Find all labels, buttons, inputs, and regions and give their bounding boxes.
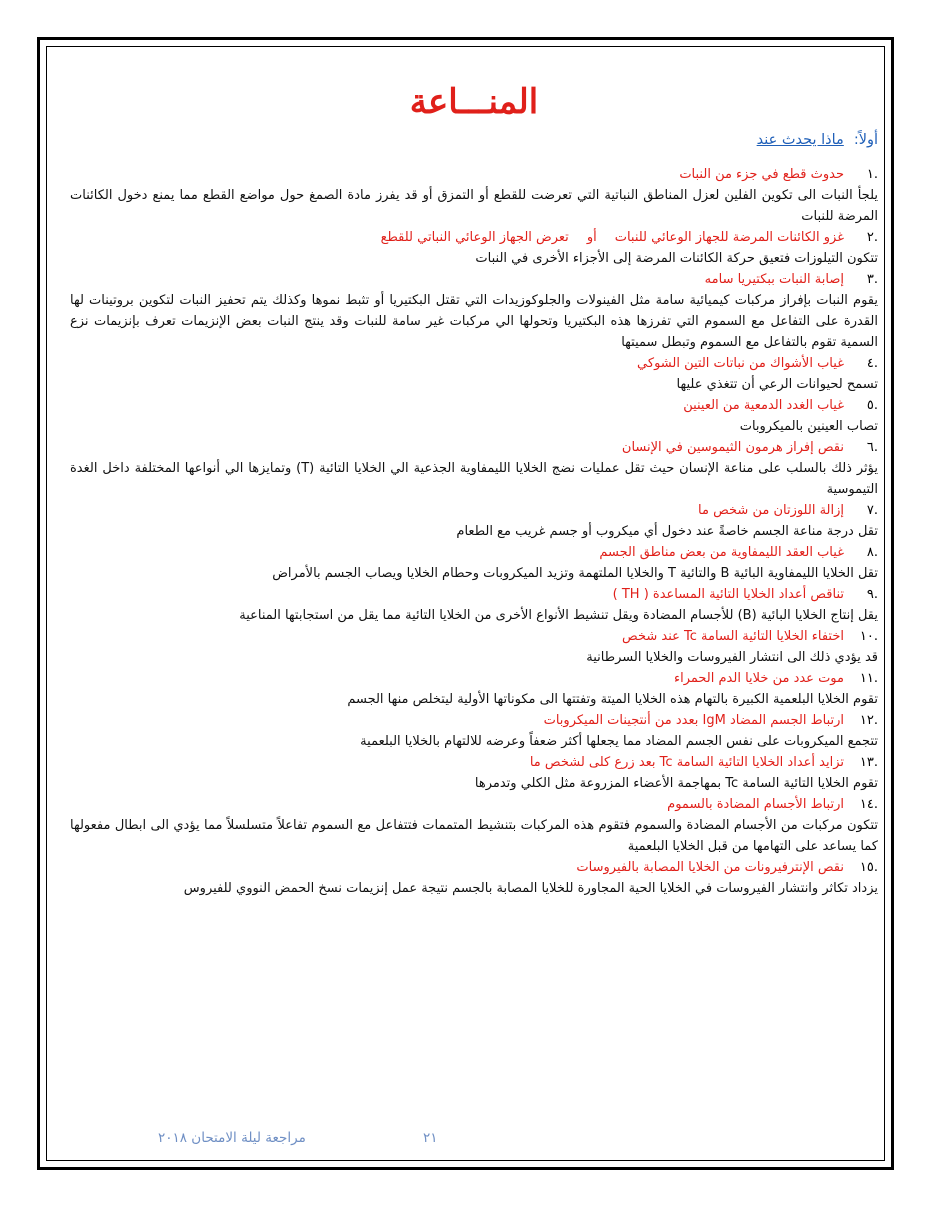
- question-title-text: حدوث قطع في جزء من النبات: [679, 166, 844, 182]
- question-heading: [70, 353, 878, 374]
- question-answer: يزداد تكاثر وانتشار الفيروسات في الخلايا الحية المجاورة للخلايا المصابة بالجسم نتيجة عمل إنزيمات نسخ الحمض النووي للفيروس: [183, 880, 878, 896]
- question-item: [70, 794, 878, 857]
- question-title-text: اختفاء الخلايا التائية السامة Tc عند شخص: [622, 628, 844, 644]
- question-heading: [70, 857, 878, 878]
- question-heading: [70, 395, 878, 416]
- question-number: .٥: [866, 397, 878, 413]
- question-heading: [70, 668, 878, 689]
- question-title-text: إزالة اللوزتان من شخص ما: [698, 502, 844, 518]
- question-answer: تقل درجة مناعة الجسم خاصةً عند دخول أي ميكروب أو جسم غريب مع الطعام: [456, 523, 878, 539]
- page-number: ٢١: [423, 1130, 438, 1146]
- question-number: .٢: [866, 229, 878, 245]
- question-title-text: موت عدد من خلايا الدم الحمراء: [673, 670, 844, 686]
- question-heading: [70, 626, 878, 647]
- question-item: [70, 857, 878, 899]
- question-title: [637, 353, 844, 374]
- question-heading: [70, 752, 878, 773]
- section-heading-text: ماذا يحدث عند: [756, 132, 844, 149]
- question-answer: يؤثر ذلك بالسلب على مناعة الإنسان حيث تقل عمليات نضج الخلايا الليمفاوية الجذعية الي الخلايا التائية (T) وتمايزها الي أنواعها المختلفة داخل الغدة التيموسية: [70, 460, 878, 497]
- questions-list: [70, 164, 878, 899]
- question-item: [70, 752, 878, 794]
- question-title: [622, 437, 844, 458]
- question-title-text: نقص الإنترفيرونات من الخلايا المصابة بالفيروسات: [576, 859, 844, 875]
- question-number: .١٣: [859, 754, 878, 770]
- question-number: .٣: [866, 271, 878, 287]
- question-item: [70, 437, 878, 500]
- question-answer: تسمح لحيوانات الرعي أن تتغذي عليها: [676, 376, 878, 392]
- question-heading: [70, 437, 878, 458]
- question-number: .١: [866, 166, 878, 182]
- question-title: [698, 500, 844, 521]
- question-title: [667, 794, 844, 815]
- question-title: [381, 227, 844, 248]
- question-title-text: ارتباط الجسم المضاد IgM بعدد من أنتجينات الميكروبات: [543, 712, 844, 728]
- question-title: [705, 269, 844, 290]
- question-heading: [70, 794, 878, 815]
- question-heading: [70, 584, 878, 605]
- question-title-text: غياب الأشواك من نباتات التين الشوكي: [637, 355, 844, 371]
- question-answer: تتكون مركبات من الأجسام المضادة والسموم فتقوم هذه المركبات بتنشيط المتممات فتتفاعل مع السموم تفاعلاً متسلسلاً مما يؤدي الى ابطال مفعولها كما يساعد على التهامها من قبل الخلايا البلعمية: [70, 817, 878, 854]
- question-title: [599, 542, 844, 563]
- question-number: .١٤: [859, 796, 878, 812]
- question-answer: تقل الخلايا الليمفاوية البائية B والتائية T والخلايا الملتهمة وتزيد الميكروبات وحطام الخلايا ويصاب الجسم بالأمراض: [272, 565, 878, 581]
- question-title-alt: تعرض الجهاز الوعائي النباتي للقطع: [380, 229, 569, 245]
- question-item: [70, 542, 878, 584]
- question-answer: تتكون التيلوزات فتعيق حركة الكائنات المرضة إلى الأجزاء الأخرى في النبات: [475, 250, 878, 266]
- question-heading: [70, 500, 878, 521]
- question-item: [70, 269, 878, 353]
- question-title-text: إصابة النبات ببكتيريا سامه: [704, 271, 844, 287]
- question-item: [70, 668, 878, 710]
- question-item: [70, 353, 878, 395]
- question-heading: [70, 164, 878, 185]
- question-answer: يقوم النبات بإفراز مركبات كيميائية سامة مثل الفينولات والجلوكوزيدات التي تقتل البكتيريا أو تثبط نموها وكذلك يتم تحفيز النبات لتكوين بروتينات لها القدرة على التفاعل مع السموم التي تفرزها هذه البكتيريا وتحولها الي مركبات غير سامة للنبات وقد ينتج النبات بعض الإنزيمات تعرف بإنزيمات نزع السمية تقوم بالتفاعل مع السموم وتبطل سميتها: [70, 292, 878, 350]
- question-number: .٧: [866, 502, 878, 518]
- question-number: .٨: [866, 544, 878, 560]
- question-title-text: تزايد أعداد الخلايا التائية السامة Tc بعد زرع كلى لشخص ما: [529, 754, 844, 770]
- question-title: [683, 395, 844, 416]
- question-heading: [70, 269, 878, 290]
- question-title-text: ارتباط الأجسام المضادة بالسموم: [667, 796, 844, 812]
- question-number: .١٥: [859, 859, 878, 875]
- question-title: [530, 752, 844, 773]
- question-heading: [70, 227, 878, 248]
- question-answer: قد يؤدي ذلك الى انتشار الفيروسات والخلايا السرطانية: [586, 649, 878, 665]
- question-number: .٦: [866, 439, 878, 455]
- question-item: [70, 626, 878, 668]
- question-title: [679, 164, 844, 185]
- question-number: .١٢: [859, 712, 878, 728]
- page-footer: [70, 1130, 878, 1152]
- question-title-or: أو: [586, 229, 597, 245]
- question-number: .١٠: [859, 628, 878, 644]
- question-answer: تقوم الخلايا البلعمية الكبيرة بالتهام هذه الخلايا الميتة وتفتتها الى مكوناتها الأولية ليتخلص منها الجسم: [347, 691, 878, 707]
- question-title-text: غياب العقد الليمفاوية من بعض مناطق الجسم: [599, 544, 844, 560]
- question-item: [70, 710, 878, 752]
- page-title: المنـــاعة: [409, 82, 539, 122]
- page-content: [70, 80, 878, 899]
- question-item: [70, 584, 878, 626]
- question-title: [544, 710, 844, 731]
- question-number: .١١: [859, 670, 878, 686]
- question-item: [70, 500, 878, 542]
- question-answer: يلجأ النبات الى تكوين الفلين لعزل المناطق النباتية التي تعرضت للقطع أو التمزق أو قد يفرز مادة الصمغ حول مواضع القطع مما يمنع دخول الكائنات المرضة للنبات: [70, 187, 878, 224]
- question-title: [622, 626, 844, 647]
- question-number: .٩: [866, 586, 878, 602]
- question-title-text: غزو الكائنات المرضة للجهاز الوعائي للنبات: [614, 229, 844, 245]
- footer-title: مراجعة ليلة الامتحان ٢٠١٨: [158, 1130, 306, 1146]
- question-answer: تصاب العينين بالميكروبات: [739, 418, 878, 434]
- question-title-text: نقص إفراز هرمون الثيموسين في الإنسان: [621, 439, 844, 455]
- question-heading: [70, 542, 878, 563]
- question-title: [613, 584, 844, 605]
- question-item: [70, 227, 878, 269]
- section-heading: [70, 130, 878, 152]
- question-answer: تقوم الخلايا التائية السامة Tc بمهاجمة الأعضاء المزروعة مثل الكلي وتدمرها: [474, 775, 878, 791]
- question-item: [70, 164, 878, 227]
- question-title: [576, 857, 844, 878]
- question-title: [674, 668, 844, 689]
- question-title-text: تناقص أعداد الخلايا التائية المساعدة ( TH ): [612, 586, 844, 602]
- question-number: .٤: [866, 355, 878, 371]
- question-answer: يقل إنتاج الخلايا البائية (B) للأجسام المضادة ويقل تنشيط الأنواع الأخرى من الخلايا التائية مما يقل من استجابتها المناعية: [239, 607, 878, 623]
- question-item: [70, 395, 878, 437]
- question-title-text: غياب الغدد الدمعية من العينين: [683, 397, 844, 413]
- section-prefix: أولاً:: [853, 132, 878, 149]
- question-heading: [70, 710, 878, 731]
- question-answer: تتجمع الميكروبات على نفس الجسم المضاد مما يجعلها أكثر ضعفاً وعرضه للالتهام بالخلايا البلعمية: [360, 733, 878, 749]
